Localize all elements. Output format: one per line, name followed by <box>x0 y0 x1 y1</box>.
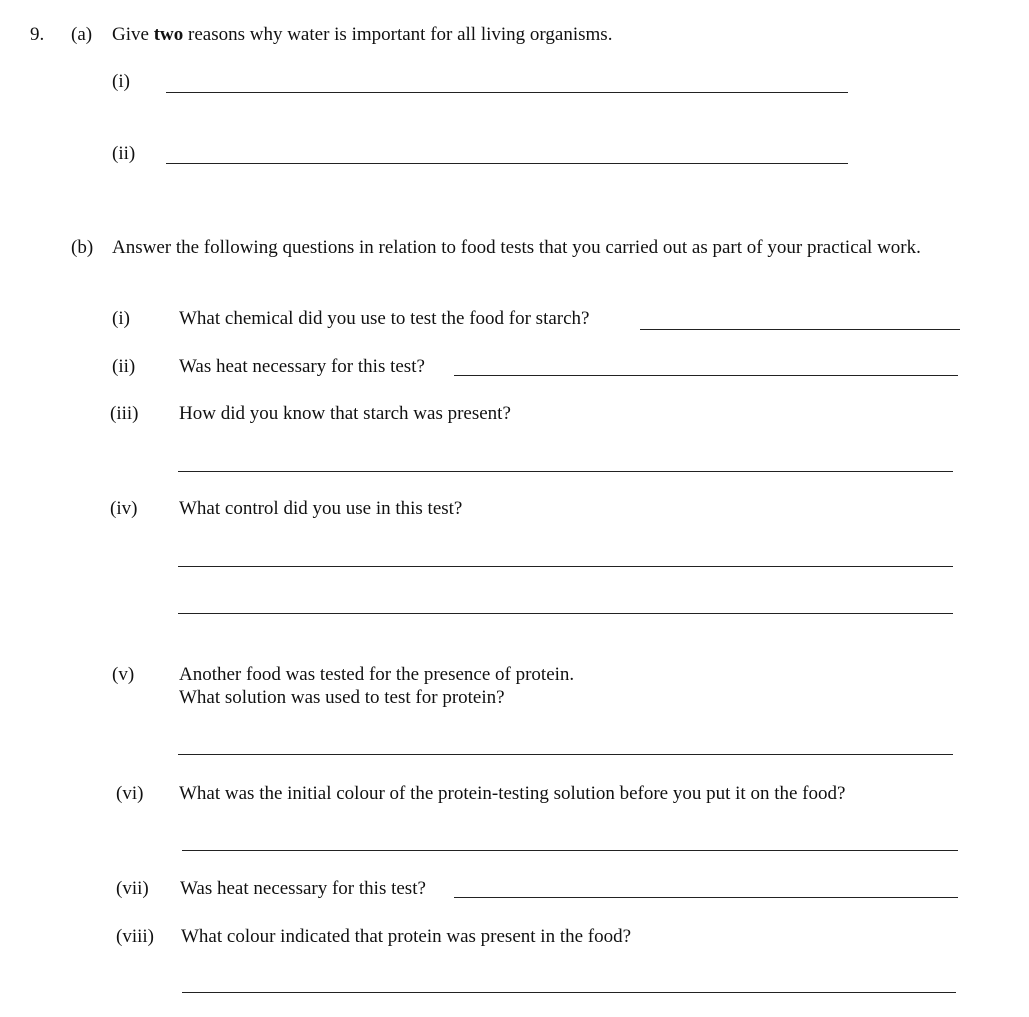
part-a-item-label: (i) <box>112 71 130 92</box>
part-b-item-label: (ii) <box>112 356 136 377</box>
part-b-item-text: What control did you use in this test? <box>179 498 463 519</box>
answer-line-a-ii[interactable] <box>166 163 848 164</box>
answer-line-b-ii[interactable] <box>454 375 958 376</box>
part-b-item-text-line1: Another food was tested for the presence of protein. <box>179 664 575 685</box>
part-b-item-label: (vii) <box>116 878 149 899</box>
part-b-item-text: What chemical did you use to test the food for starch? <box>179 308 590 329</box>
answer-line-b-iv-2[interactable] <box>178 613 953 614</box>
part-b-item-text: What was the initial colour of the protein-testing solution before you put it on the food? <box>179 783 846 804</box>
part-b-item-text: Was heat necessary for this test? <box>179 356 425 377</box>
part-b-item-label: (viii) <box>116 926 154 947</box>
part-a-label: (a) <box>71 24 93 45</box>
part-b-item-label: (v) <box>112 664 135 685</box>
part-b-item-label: (vi) <box>116 783 144 804</box>
part-a-prompt <box>112 24 612 46</box>
answer-line-b-vii[interactable] <box>454 897 958 898</box>
part-b-item-text: How did you know that starch was present? <box>179 403 511 424</box>
part-b-item-text: Was heat necessary for this test? <box>180 878 426 899</box>
answer-line-b-viii[interactable] <box>182 992 956 993</box>
part-a-item-label: (ii) <box>112 143 136 164</box>
part-b-item-text: What colour indicated that protein was present in the food? <box>181 926 632 947</box>
part-b-label: (b) <box>71 237 94 258</box>
part-a-prompt-end: reasons why water is important for all living organisms. <box>183 24 613 45</box>
answer-line-b-iv-1[interactable] <box>178 566 953 567</box>
part-b-item-label: (iv) <box>110 498 138 519</box>
answer-line-b-i[interactable] <box>640 329 960 330</box>
part-b-item-label: (iii) <box>110 403 139 424</box>
question-number: 9. <box>30 24 45 45</box>
part-b-prompt: Answer the following questions in relation to food tests that you carried out as part of your practical work. <box>112 237 921 258</box>
part-a-prompt-start: Give <box>112 24 154 45</box>
part-b-item-label: (i) <box>112 308 130 329</box>
answer-line-b-vi[interactable] <box>182 850 958 851</box>
part-a-prompt-emphasis: two <box>153 24 184 45</box>
answer-line-b-iii[interactable] <box>178 471 953 472</box>
part-b-item-text-line2: What solution was used to test for protein? <box>179 687 505 708</box>
answer-line-a-i[interactable] <box>166 92 848 93</box>
answer-line-b-v[interactable] <box>178 754 953 755</box>
